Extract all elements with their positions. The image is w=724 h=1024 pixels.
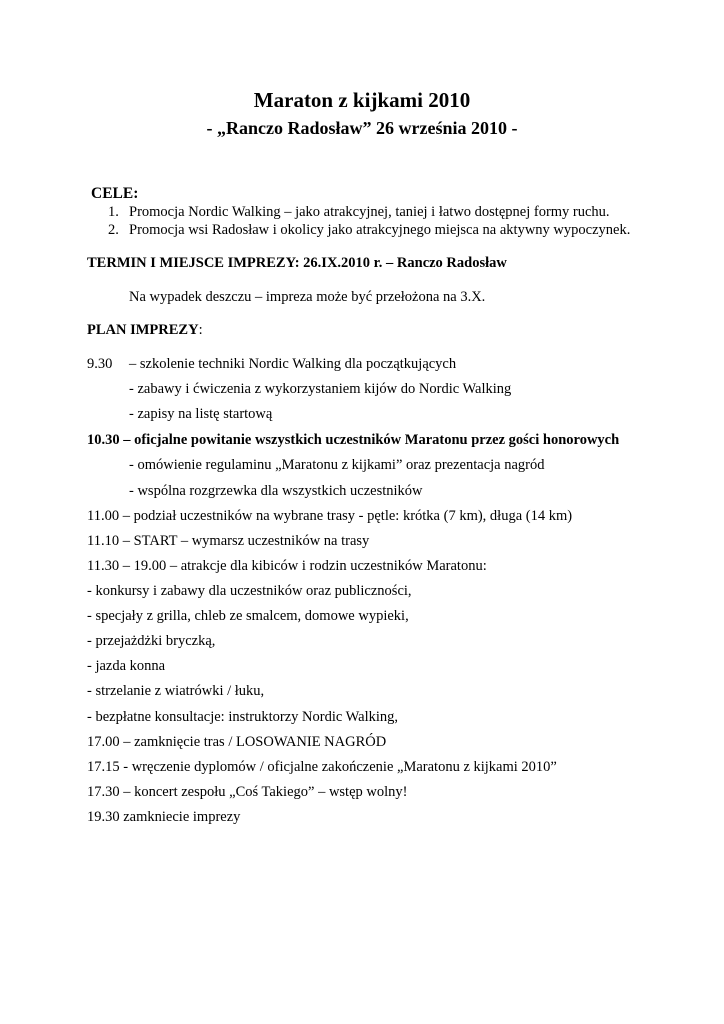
- goal-text: Promocja Nordic Walking – jako atrakcyjnej, taniej i łatwo dostępnej formy ruchu.: [129, 204, 610, 220]
- schedule-item: 11.00 – podział uczestników na wybrane trasy - pętle: krótka (7 km), długa (14 km): [87, 508, 573, 524]
- schedule-item: 17.30 – koncert zespołu „Coś Takiego” – wstęp wolny!: [87, 784, 408, 800]
- schedule-subitem: - zabawy i ćwiczenia z wykorzystaniem kijów do Nordic Walking: [129, 381, 512, 397]
- schedule-item: 17.00 – zamknięcie tras / LOSOWANIE NAGRÓD: [87, 734, 387, 750]
- event-date-place: TERMIN I MIEJSCE IMPREZY: 26.IX.2010 r. – Ranczo Radosław: [87, 255, 507, 271]
- attraction-item: - specjały z grilla, chleb ze smalcem, domowe wypieki,: [87, 608, 409, 624]
- attraction-item: - konkursy i zabawy dla uczestników oraz publiczności,: [87, 583, 412, 599]
- plan-heading: [87, 320, 203, 340]
- document-subtitle: - „Ranczo Radosław” 26 września 2010 -: [206, 118, 518, 138]
- attraction-item: - jazda konna: [87, 658, 166, 674]
- attraction-item: - bezpłatne konsultacje: instruktorzy Nordic Walking,: [87, 709, 399, 725]
- attraction-item: - przejażdżki bryczką,: [87, 633, 216, 649]
- schedule-subitem: - zapisy na listę startową: [129, 406, 273, 422]
- schedule-time: 9.30: [87, 356, 113, 372]
- plan-heading-colon: :: [198, 322, 203, 338]
- goal-text: Promocja wsi Radosław i okolicy jako atrakcyjnego miejsca na aktywny wypoczynek.: [129, 222, 631, 238]
- rain-note: Na wypadek deszczu – impreza może być przełożona na 3.X.: [129, 289, 486, 305]
- schedule-item: 19.30 zamkniecie imprezy: [87, 809, 241, 825]
- plan-heading-text: PLAN IMPREZY: [87, 322, 199, 338]
- schedule-item-highlight: 10.30 – oficjalne powitanie wszystkich uczestników Maratonu przez gości honorowych: [87, 432, 620, 448]
- goal-number: 2.: [108, 222, 119, 238]
- schedule-item: 11.30 – 19.00 – atrakcje dla kibiców i rodzin uczestników Maratonu:: [87, 558, 487, 574]
- schedule-item: 17.15 - wręczenie dyplomów / oficjalne zakończenie „Maratonu z kijkami 2010”: [87, 759, 557, 775]
- schedule-item: 11.10 – START – wymarsz uczestników na trasy: [87, 533, 370, 549]
- schedule-item: – szkolenie techniki Nordic Walking dla początkujących: [129, 356, 457, 372]
- goals-heading: CELE:: [91, 185, 139, 202]
- schedule-subitem: - omówienie regulaminu „Maratonu z kijkami” oraz prezentacja nagród: [129, 457, 545, 473]
- attraction-item: - strzelanie z wiatrówki / łuku,: [87, 683, 265, 699]
- goal-number: 1.: [108, 204, 119, 220]
- schedule-subitem: - wspólna rozgrzewka dla wszystkich uczestników: [129, 483, 423, 499]
- document-title: Maraton z kijkami 2010: [253, 88, 471, 112]
